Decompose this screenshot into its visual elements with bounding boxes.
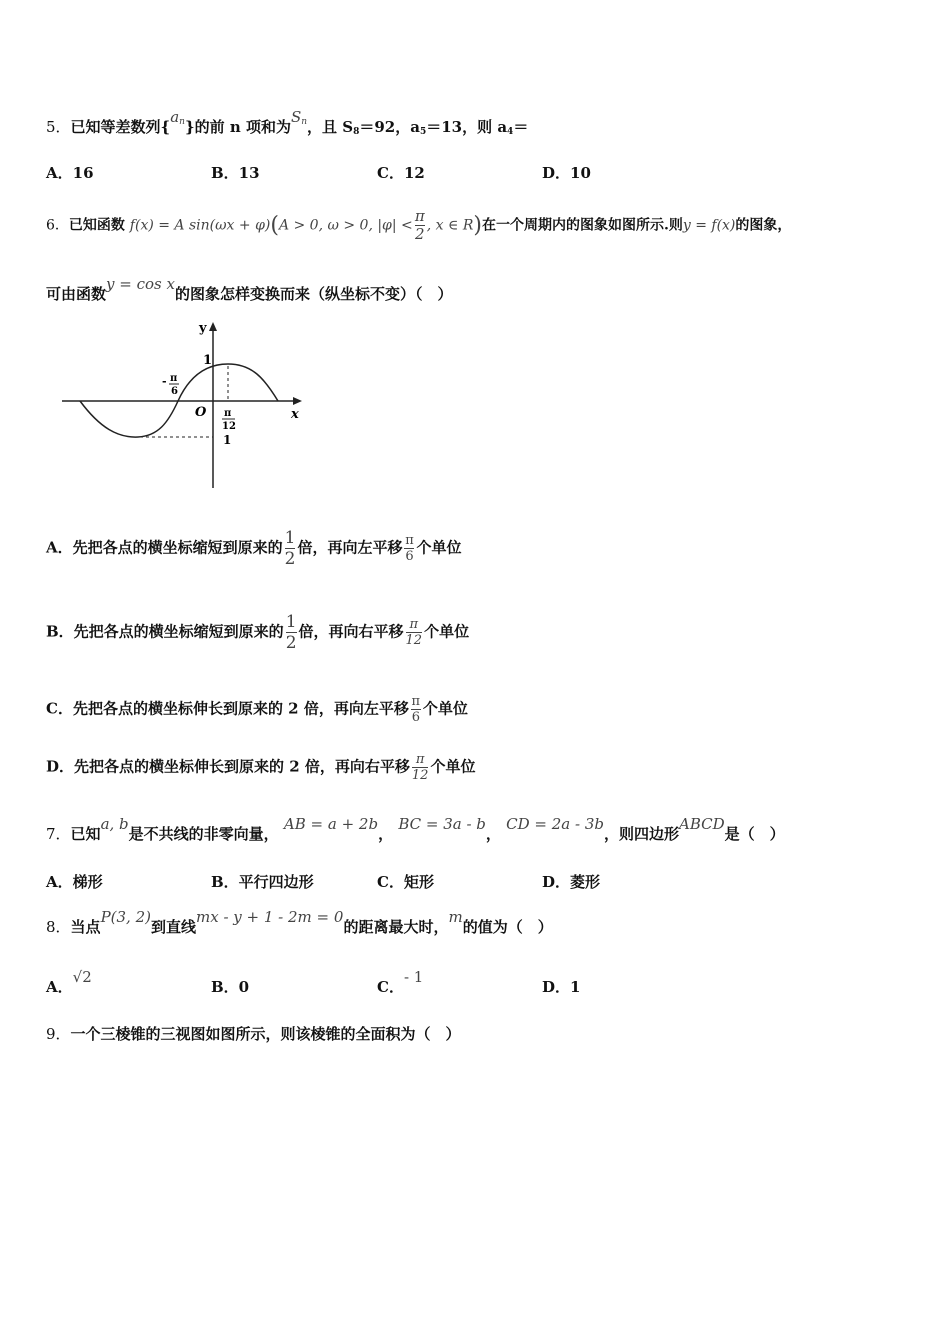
variable-m: m xyxy=(448,908,463,926)
q5-option-c[interactable]: C．12 xyxy=(377,164,425,182)
q7-option-c[interactable]: C．矩形 xyxy=(377,873,434,891)
fraction-1-2 xyxy=(285,528,296,569)
option-label: A． xyxy=(46,978,73,996)
option-label: C． xyxy=(377,978,404,996)
q6-line2-text-a: 可由函数 xyxy=(46,285,107,303)
math-a: a xyxy=(170,108,180,126)
sub-4: 4 xyxy=(507,127,514,137)
q8-text-1: 当点 xyxy=(70,918,101,936)
x-axis-arrow xyxy=(293,397,302,405)
option-text-suffix: 个单位 xyxy=(430,757,476,776)
option-text: C．先把各点的横坐标伸长到原来的 2 倍，再向左平移 xyxy=(46,699,409,718)
question-number: 8． xyxy=(46,918,71,936)
right-paren: ) xyxy=(473,213,482,238)
question-6 xyxy=(46,208,791,243)
question-number: 9． xyxy=(46,1025,71,1043)
question-6-line-2 xyxy=(46,275,453,304)
q7-option-d[interactable]: D．菱形 xyxy=(542,873,601,891)
sqrt-2: √2 xyxy=(72,968,92,986)
line-equation: mx - y + 1 - 2m = 0 xyxy=(196,908,344,926)
fraction-pi-12 xyxy=(406,617,423,648)
q6-line2-text-b: 的图象怎样变换而来（纵坐标不变）（ ） xyxy=(174,285,453,303)
y-axis-arrow xyxy=(209,322,217,331)
frac-den: 6 xyxy=(411,710,420,725)
minus-one: - 1 xyxy=(403,968,424,986)
pi12-den: 12 xyxy=(222,421,236,432)
q5-text-3: ，且 S xyxy=(307,118,354,136)
q5-text-2: }的前 n 项和为 xyxy=(184,118,291,136)
q6-text-3: 的图象， xyxy=(735,217,792,234)
math-s-n xyxy=(291,108,307,126)
q7-text-3: ，则四边形 xyxy=(604,825,680,843)
frac-num: π xyxy=(414,207,425,225)
frac-den: 2 xyxy=(414,225,425,243)
vectors-a-b: a, b xyxy=(100,815,129,833)
option-text-suffix: 个单位 xyxy=(422,699,468,718)
condition-tail: , x ∈ R xyxy=(426,217,474,234)
frac-num: π xyxy=(411,694,421,709)
question-5 xyxy=(46,108,529,137)
question-number: 5． xyxy=(46,118,71,136)
q6-option-b[interactable] xyxy=(46,612,469,653)
frac-den: 2 xyxy=(284,549,296,569)
option-text-suffix: 个单位 xyxy=(424,622,470,641)
x-label: x xyxy=(291,407,299,422)
q5-option-d[interactable]: D．10 xyxy=(542,164,591,182)
pi-over-2 xyxy=(415,208,425,243)
q8-option-a[interactable] xyxy=(46,968,92,997)
q8-text-4: 的值为（ ） xyxy=(462,918,553,936)
fraction-pi-6 xyxy=(404,533,414,564)
frac-num: π xyxy=(405,533,414,548)
q7-text-1: 已知 xyxy=(70,825,101,843)
q6-option-c[interactable] xyxy=(46,694,468,725)
math-a-n xyxy=(170,108,185,126)
q8-option-b[interactable]: B．0 xyxy=(211,978,250,996)
q6-option-d[interactable] xyxy=(46,752,475,783)
q8-text-3: 的距离最大时， xyxy=(343,918,449,936)
q6-option-a[interactable] xyxy=(46,528,462,569)
q7-text-2: 是不共线的非零向量， xyxy=(128,825,279,843)
q5-text-1: 已知等差数列{ xyxy=(70,118,171,136)
one-top-label: 1 xyxy=(203,353,213,368)
option-text-mid: 倍，再向左平移 xyxy=(297,538,403,557)
frac-num: 1 xyxy=(284,528,296,548)
vector-ab: AB = a + 2b xyxy=(283,815,379,833)
vector-cd: CD = 2a - 3b xyxy=(506,815,604,833)
frac-num: π xyxy=(409,617,419,632)
q5-text-5: ＝13，则 a xyxy=(426,118,508,136)
vector-bc: BC = 3a - b xyxy=(398,815,486,833)
frac-num: π xyxy=(415,752,425,767)
sine-graph xyxy=(58,318,318,493)
separator: ， xyxy=(485,825,501,843)
fraction-pi-6 xyxy=(411,694,421,725)
origin-label: O xyxy=(195,405,207,420)
option-text-suffix: 个单位 xyxy=(416,538,462,557)
q5-option-a[interactable]: A．16 xyxy=(46,164,94,182)
q8-option-c[interactable] xyxy=(377,968,424,997)
y-equals-fx: y = f(x) xyxy=(682,217,736,234)
quadrilateral-abcd: ABCD xyxy=(679,815,725,833)
option-text-mid: 倍，再向右平移 xyxy=(298,622,404,641)
frac-den: 6 xyxy=(405,549,414,564)
pi12-num: π xyxy=(224,408,232,419)
sub-5: 5 xyxy=(419,127,427,137)
option-text: B．先把各点的横坐标缩短到原来的 xyxy=(46,622,284,641)
math-sub-n: n xyxy=(179,117,185,127)
q8-option-d[interactable]: D．1 xyxy=(542,978,581,996)
fraction-1-2 xyxy=(286,612,297,653)
q5-text-6: ＝ xyxy=(513,118,529,136)
question-number: 7． xyxy=(46,825,71,843)
condition: A > 0, ω > 0, |φ| < xyxy=(278,217,413,234)
option-text: A．先把各点的横坐标缩短到原来的 xyxy=(46,538,283,557)
frac-den: 12 xyxy=(411,768,429,783)
option-text: D．先把各点的横坐标伸长到原来的 2 倍，再向右平移 xyxy=(46,757,410,776)
frac-num: 1 xyxy=(285,612,297,632)
question-9 xyxy=(46,1023,461,1044)
q6-text-1: 已知函数 xyxy=(68,217,125,234)
separator: ， xyxy=(378,825,394,843)
math-s: S xyxy=(290,108,302,126)
q7-text-4: 是（ ） xyxy=(724,825,785,843)
math-sub-n: n xyxy=(301,117,308,127)
neg-pi-num: π xyxy=(170,373,178,384)
one-bottom-label: 1 xyxy=(223,433,232,447)
neg-sign: - xyxy=(162,375,167,388)
q6-text-2: 在一个周期内的图象如图所示.则 xyxy=(481,217,683,234)
frac-den: 2 xyxy=(285,633,297,653)
q8-text-2: 到直线 xyxy=(150,918,196,936)
function-expression: f(x) = A sin(ωx + φ) xyxy=(129,217,271,234)
y-cos-x: y = cos x xyxy=(106,275,175,293)
frac-den: 12 xyxy=(405,633,423,648)
q7-option-a[interactable]: A．梯形 xyxy=(46,873,103,891)
point-p: P(3, 2) xyxy=(100,908,151,926)
question-7 xyxy=(46,815,785,844)
question-8 xyxy=(46,908,553,937)
neg-pi-den: 6 xyxy=(171,386,178,397)
q9-text: 一个三棱锥的三视图如图所示，则该棱锥的全面积为（ ） xyxy=(70,1025,461,1043)
q7-option-b[interactable]: B．平行四边形 xyxy=(211,873,314,891)
left-paren: ( xyxy=(270,213,279,238)
question-number: 6． xyxy=(46,217,69,234)
y-label: y xyxy=(199,321,207,336)
q5-text-4: ＝92，a xyxy=(359,118,420,136)
fraction-pi-12 xyxy=(412,752,429,783)
q5-option-b[interactable]: B．13 xyxy=(211,164,260,182)
sub-8: 8 xyxy=(353,127,360,137)
